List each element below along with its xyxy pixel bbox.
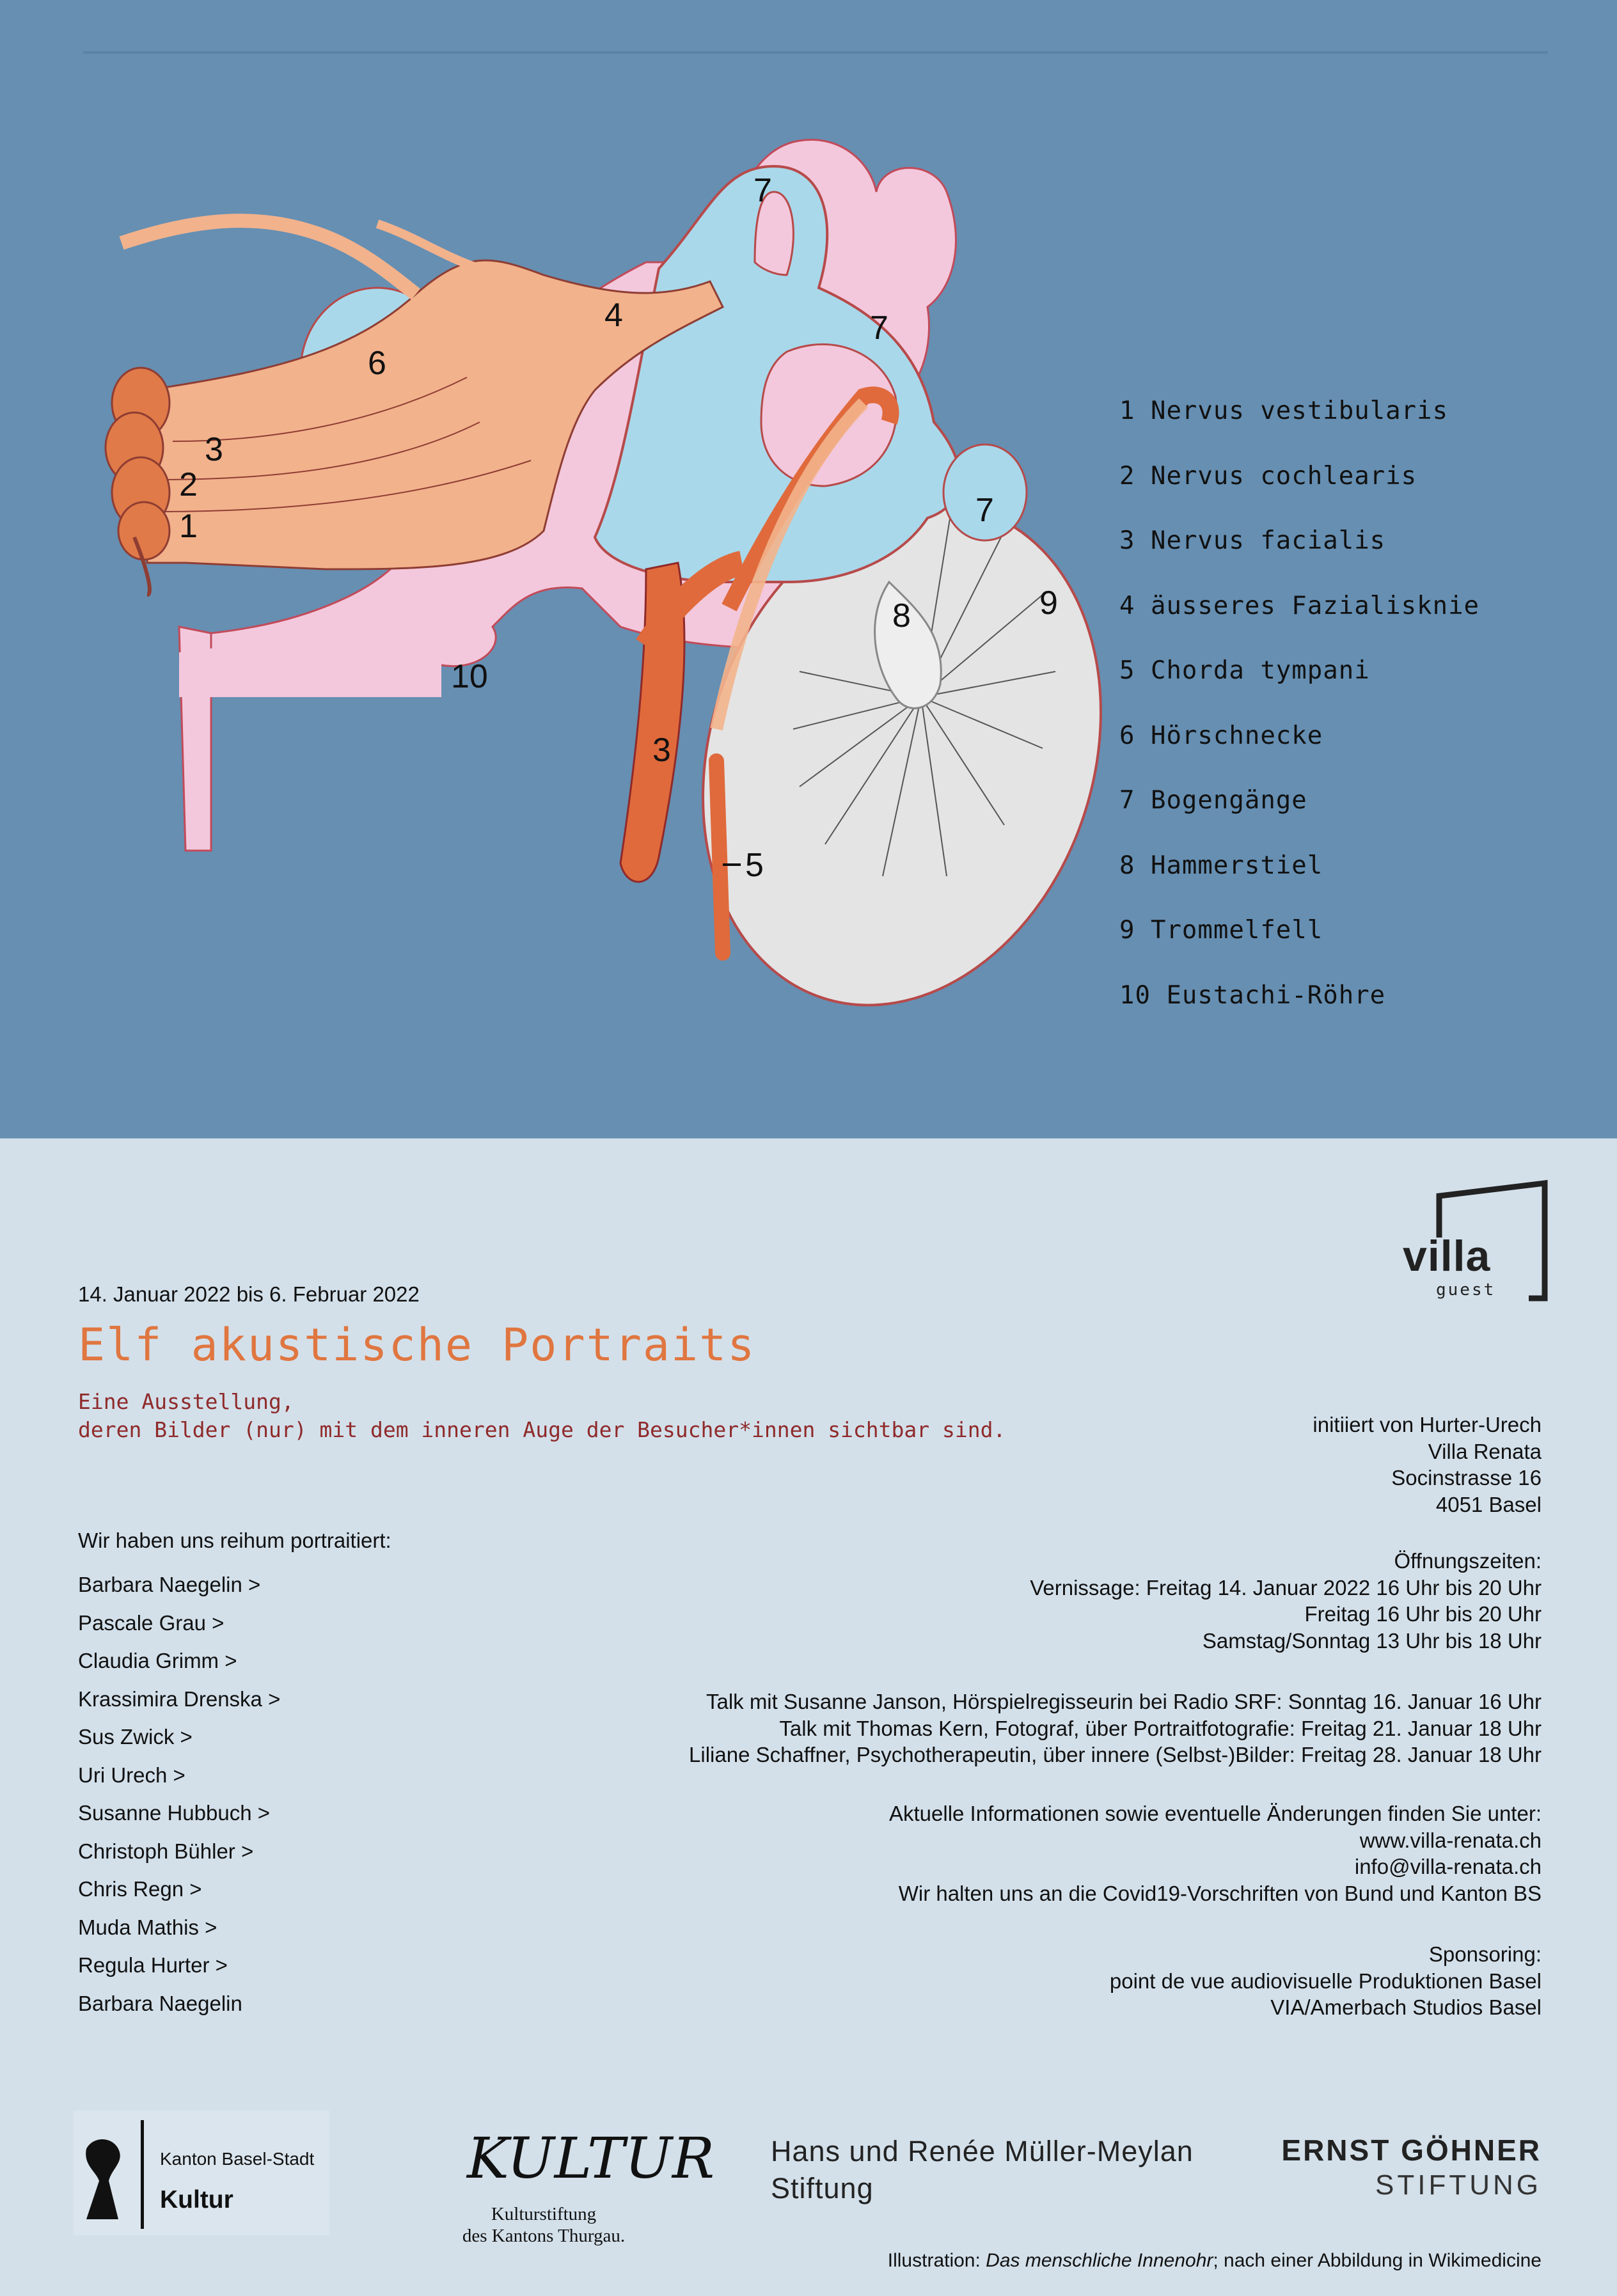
portrait-link[interactable]: Susanne Hubbuch >: [78, 1801, 270, 1825]
portrait-link[interactable]: Barbara Naegelin >: [78, 1573, 261, 1596]
legend-item: 1 Nervus vestibularis: [1119, 397, 1449, 425]
callout-4: 4: [604, 297, 623, 334]
opening-hours: [1030, 1548, 1542, 1654]
sponsoring-block: [1110, 1941, 1542, 2021]
callout-1: 1: [179, 508, 198, 545]
legend-item: 8 Hammerstiel: [1119, 851, 1323, 880]
portrait-link[interactable]: Uri Urech >: [78, 1763, 185, 1787]
thurgau-logo-word: KULTUR: [467, 2125, 715, 2191]
hours-line: Freitag 16 Uhr bis 20 Uhr: [1304, 1602, 1542, 1626]
info-line: Wir halten uns an die Covid19-Vorschriften von Bund und Kanton BS: [898, 1881, 1542, 1905]
sponsoring-line: VIA/Amerbach Studios Basel: [1270, 1995, 1542, 2019]
credit-work: Das menschliche Innenohr: [986, 2250, 1213, 2271]
portrait-link[interactable]: Pascale Grau >: [78, 1610, 225, 1635]
organizer-line: initiiert von Hurter-Urech: [1313, 1413, 1542, 1436]
callout-8: 8: [892, 597, 911, 634]
hours-line: Samstag/Sonntag 13 Uhr bis 18 Uhr: [1202, 1628, 1542, 1653]
portrait-link[interactable]: Sus Zwick >: [78, 1725, 193, 1749]
event-date: 14. Januar 2022 bis 6. Februar 2022: [78, 1282, 420, 1306]
portrait-link[interactable]: Christoph Bühler >: [78, 1839, 254, 1863]
talks-block: [689, 1688, 1542, 1768]
callout-6: 6: [368, 345, 386, 382]
event-subtitle: Eine Ausstellung, deren Bilder (nur) mit dem inneren Auge der Besucher*innen sichtbar sind.: [78, 1389, 1006, 1442]
organizer-line: Socinstrasse 16: [1391, 1466, 1542, 1490]
callout-5: 5: [745, 847, 764, 884]
callout-9: 9: [1039, 585, 1058, 622]
thurgau-logo-sub: Kulturstiftung des Kantons Thurgau.: [462, 2204, 626, 2246]
thurgau-logo: [461, 2114, 715, 2197]
callout-3-lower: 3: [652, 732, 671, 769]
basel-stadt-logo: [74, 2111, 329, 2235]
nerve-ends: [106, 368, 170, 560]
basel-logo-line2: Kultur: [160, 2186, 233, 2213]
callout-7-mid: 7: [870, 310, 888, 347]
legend-item: 3 Nervus facialis: [1119, 526, 1386, 555]
portraits-intro: Wir haben uns reihum portraitiert:: [78, 1529, 391, 1552]
talk-line: Talk mit Susanne Janson, Hörspielregisseurin bei Radio SRF: Sonntag 16. Januar 16 Uhr: [706, 1690, 1542, 1713]
organizer-line: Villa Renata: [1428, 1439, 1542, 1463]
legend-item: 6 Hörschnecke: [1119, 721, 1323, 750]
chorda-tympani: [716, 761, 723, 953]
basel-logo-line1: Kanton Basel-Stadt: [160, 2149, 315, 2169]
illustration-credit: [888, 2250, 1542, 2272]
portrait-link[interactable]: Regula Hurter >: [78, 1953, 228, 1977]
portrait-link[interactable]: Chris Regn >: [78, 1877, 202, 1901]
callout-3: 3: [205, 431, 223, 468]
info-panel: [0, 1138, 1617, 2296]
credit-suffix: ; nach einer Abbildung in Wikimedicine: [1213, 2250, 1542, 2271]
hours-line: Vernissage: Freitag 14. Januar 2022 16 Uhr bis 20 Uhr: [1030, 1575, 1542, 1600]
hours-line: Öffnungszeiten:: [1394, 1549, 1542, 1573]
callout-7-top: 7: [753, 172, 772, 209]
organizer-line: 4051 Basel: [1435, 1492, 1542, 1516]
anatomy-legend: [1119, 397, 1479, 1046]
portrait-link[interactable]: Krassimira Drenska >: [78, 1687, 281, 1711]
info-line: Aktuelle Informationen sowie eventuelle Änderungen finden Sie unter:: [888, 1802, 1542, 1825]
villa-logo-guest: guest: [1436, 1280, 1496, 1300]
talk-line: Talk mit Thomas Kern, Fotograf, über Portraitfotografie: Freitag 21. Januar 18 Uhr: [779, 1716, 1542, 1740]
inner-ear-illustration: [83, 122, 1132, 979]
goehner-logo-line1: ERNST GÖHNER: [1281, 2134, 1542, 2167]
legend-item: 5 Chorda tympani: [1119, 656, 1370, 685]
legend-item: 9 Trommelfell: [1119, 916, 1323, 945]
portrait-link[interactable]: Muda Mathis >: [78, 1915, 217, 1939]
legend-item: 4 äusseres Fazialisknie: [1119, 591, 1480, 620]
mueller-meylan-logo: Hans und Renée Müller-Meylan Stiftung: [771, 2135, 1194, 2205]
legend-item: 7 Bogengänge: [1119, 786, 1307, 815]
website-link[interactable]: www.villa-renata.ch: [1359, 1828, 1542, 1852]
talk-line: Liliane Schaffner, Psychotherapeutin, über innere (Selbst-)Bilder: Freitag 28. Januar 18 Uhr: [689, 1743, 1542, 1766]
email-link[interactable]: info@villa-renata.ch: [1354, 1855, 1542, 1878]
info-block: [889, 1800, 1542, 1907]
legend-item: 2 Nervus cochlearis: [1119, 461, 1417, 491]
sponsoring-line: point de vue audiovisuelle Produktionen Basel: [1109, 1969, 1542, 1993]
illustration-panel: [0, 0, 1617, 1138]
credit-prefix: Illustration:: [887, 2250, 986, 2271]
event-title: Elf akustische Portraits: [78, 1319, 756, 1371]
portrait-link[interactable]: Claudia Grimm >: [78, 1649, 237, 1672]
callout-7-right: 7: [975, 492, 994, 529]
goehner-logo-line2: STIFTUNG: [1375, 2169, 1542, 2201]
callout-10: 10: [451, 658, 488, 695]
villa-logo-word: villa: [1403, 1232, 1491, 1280]
legend-item: 10 Eustachi-Röhre: [1119, 980, 1386, 1010]
top-rule: [83, 51, 1548, 54]
portrait-link[interactable]: Barbara Naegelin: [78, 1991, 242, 2015]
portrait-list: [78, 1566, 280, 2022]
callout-2: 2: [179, 466, 198, 503]
organizer-block: [1313, 1411, 1542, 1518]
sponsoring-line: Sponsoring:: [1428, 1942, 1542, 1966]
